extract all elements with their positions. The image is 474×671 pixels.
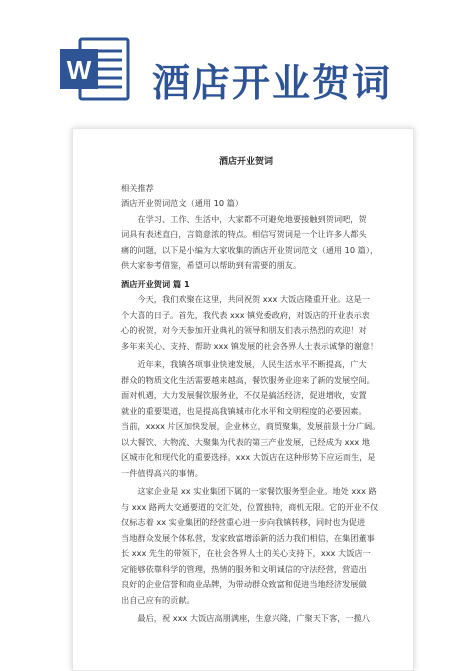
paragraph-1 (121, 292, 379, 354)
text-line: 痛的问题，以下是小编为大家收集的酒店开业贺词范文（通用 10 篇）， (121, 244, 379, 255)
text-line: 今天，我们欢聚在这里，共同祝贺 xxx 大饭店隆重开业。这是一 (137, 294, 371, 304)
text-line: 群众的物质文化生活需要越来越高，餐饮服务业迎来了新的发展空间。 (121, 374, 375, 385)
text-line: 词具有表述直白，言简意浓的特点。相信写贺词是一个让许多人都头 (121, 229, 367, 239)
text-line: 最后，祝 xxx 大饭店高朋满座，生意兴隆，广聚天下客，一揽八 (137, 613, 371, 623)
intro-paragraph (121, 212, 379, 274)
word-doc-icon (58, 35, 132, 103)
document-page (72, 128, 414, 671)
text-line: 供大家参考借鉴，希望可以帮助到有需要的朋友。 (121, 260, 302, 270)
text-line: 仅标志着 xx 实业集团的经营重心进一步向我镇转移，同时也为促进 (121, 517, 366, 527)
text-line: 心的祝贺，对今天参加开业典礼的领导和朋友们表示热烈的欢迎！对 (121, 325, 367, 335)
text-line: 当前，xxxx 片区加快发展，企业林立，商贸聚集，发展前景十分广阔。 (121, 421, 381, 431)
text-line: 良好的企业信誉和商业品牌，为带动群众致富和促进当地经济发展做 (121, 579, 367, 589)
text-line: 就业的重要渠道，也是提高我镇城市化水平和文明程度的必要因素。 (121, 405, 367, 416)
related-link[interactable]: 酒店开业贺词范文（通用 10 篇） (121, 198, 244, 208)
banner (0, 0, 474, 110)
document-body (121, 155, 381, 630)
related-label: 相关推荐 (121, 182, 154, 193)
document-heading: 酒店开业贺词 (218, 157, 273, 167)
word-icon-letter: W (66, 55, 92, 85)
section-title: 酒店开业贺词 篇 1 (121, 278, 190, 289)
text-line: 近年来，我镇各项事业快速发展，人民生活水平不断提高，广大 (137, 359, 367, 369)
text-line: 个大喜的日子。首先，我代表 xxx 镇党委政府，对饭店的开业表示衷 (121, 309, 370, 320)
text-line: 区城市化和现代化的重要选择。xxx 大饭店在这种形势下应运而生，是 (121, 452, 376, 462)
text-line: 以大餐饮、大物流、大聚集为代表的第三产业发展，已经成为 xxx 地 (121, 436, 370, 447)
paragraph-3 (121, 484, 379, 608)
text-line: 多年来关心、支持、帮助 xxx 镇发展的社会各界人士表示诚挚的谢意！ (121, 340, 379, 351)
paragraph-4 (121, 611, 371, 627)
text-line: 面对机遇，大力发展餐饮服务业，不仅是搞活经济，促进增收，安置 (121, 390, 367, 400)
text-line: 与 xxx 路两大交通要道的交汇处，位置独特，商机无限。它的开业不仅 (121, 501, 379, 512)
text-line: 一件值得高兴的事情。 (121, 467, 203, 478)
text-line: 在学习、工作、生活中，大家都不可避免地要接触到贺词吧，贺 (137, 213, 367, 224)
text-line: 当地群众发展个体私营，发家致富增添新的活力我们相信，在集团董事 (121, 532, 375, 543)
document-banner-title: 酒店开业贺词 (152, 61, 393, 105)
text-line: 这家企业是 xx 实业集团下属的一家餐饮服务型企业。地处 xxx 路 (137, 486, 377, 496)
paragraph-2 (121, 357, 381, 481)
text-line: 定能够依靠科学的管理，热情的服务和文明诚信的守法经营，营造出 (121, 563, 367, 574)
text-line: 长 xxx 先生的带领下，在社会各界人士的关心支持下，xxx 大饭店一 (121, 548, 371, 558)
text-line: 出自己应有的贡献。 (121, 594, 195, 605)
